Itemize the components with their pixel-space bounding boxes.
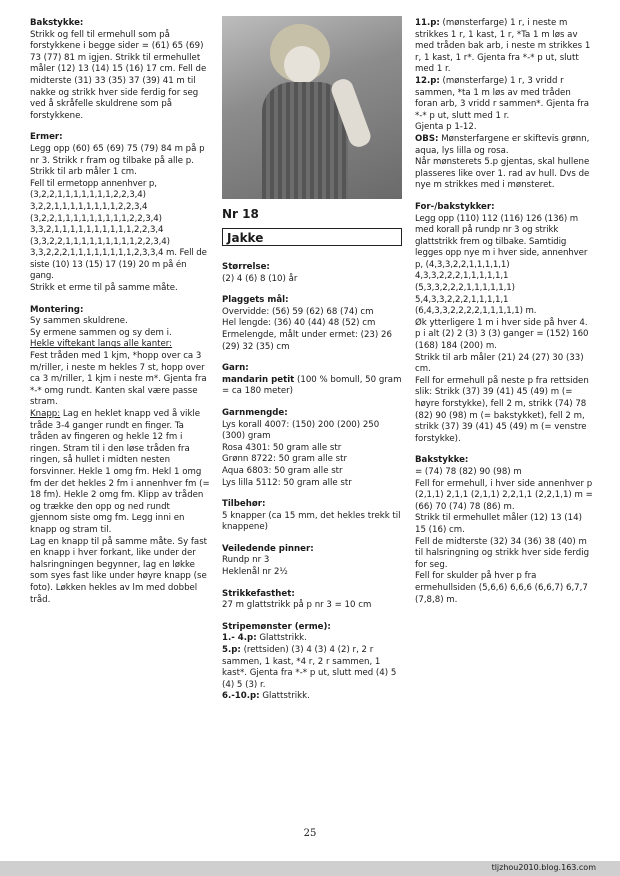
obs-text: Mønsterfargene er skiftevis grønn, aqua, lys lilla og rosa.	[415, 133, 590, 156]
stripe-row-6-text: Glattstrikk.	[259, 691, 310, 702]
garnmengde-4: Aqua 6803: 50 gram alle str	[222, 465, 343, 476]
column-right	[415, 18, 595, 606]
viftekant-heading: Hekle viftekant langs alle kanter:	[30, 339, 173, 350]
mal-text-3: Ermelengde, målt under ermet: (23) 26 (29) 32 (35) cm	[222, 329, 392, 352]
stripe-row-6-label: 6.-10.p:	[222, 691, 260, 702]
montering-heading: Montering:	[30, 304, 84, 315]
mal-text-1: Overvidde: (56) 59 (62) 68 (74) cm	[222, 306, 374, 317]
garnmengde-3: Grønn 8722: 50 gram alle str	[222, 454, 348, 465]
garn-heading: Garn:	[222, 363, 249, 374]
bakstykke-text: Strikk og fell til ermehull som på forstykkene i begge sider = (61) 65 (69) 73 (77) 81 m igjen. Strikk til ermehullet måler (12) 13 (14) 15 (16) 17 cm. Fell de midterste (31) 33 (35) 37 (39) 41 m til nakke og strikk hver side ferdig for seg ved å skråfelle skuldrene som på forstykkene.	[30, 29, 207, 121]
forbak-heading: For-/bakstykker:	[415, 201, 495, 212]
storrelse-text: (2) 4 (6) 8 (10) år	[222, 273, 298, 284]
bak-text-2: Fell for ermehull, i hver side annenhver p (2,1,1) 2,1,1 (2,1,1) 2,2,1,1 (2,2,1,1) m = (66) 70 (74) 78 (86) m.	[415, 478, 593, 512]
row-11-label: 11.p:	[415, 18, 440, 28]
page-number: 25	[303, 828, 317, 839]
montering-text-1: Sy sammen skuldrene.	[30, 316, 128, 327]
ermer-heading: Ermer:	[30, 132, 63, 143]
row-12-text: (mønsterfarge) 1 r, 3 vridd r sammen, *ta 1 m løs av med tråden foran arb, 3 vridd r sammen*. Gjenta fra *-* p ut, slutt med 1 r.	[415, 75, 590, 121]
row-11-text: (mønsterfarge) 1 r, i neste m strikkes 1 r, 1 kast, 1 r, *Ta 1 m løs av med tråden bak arb, i neste m strikkes 1 r, 1 kast, 1 r*. Gjenta fra *-* p ut, slutt med 1 r.	[415, 18, 591, 75]
forbak-text-4: Fell for ermehull på neste p fra rettsiden slik: Strikk (37) 39 (41) 45 (49) m (= høyre forstykke), fell 2 m, strikk (74) 78 (82) 90 (98) m (= bakstykket), fell 2 m, strikk (37) 39 (41) 45 (49) m (= venstre forstykke).	[415, 375, 589, 444]
pattern-number: Nr 18	[222, 207, 259, 221]
tilbehor-text: 5 knapper (ca 15 mm, det hekles trekk til knappene)	[222, 510, 401, 533]
footer-watermark: tljzhou2010.blog.163.com	[491, 863, 596, 872]
bak-text-3: Strikk til ermehullet måler (12) 13 (14) 15 (16) cm.	[415, 513, 582, 535]
row-12-label: 12.p:	[415, 75, 440, 86]
garnmengde-1: Lys korall 4007: (150) 200 (200) 250 (300) gram	[222, 419, 380, 442]
column-middle	[222, 262, 402, 703]
bak-text-5: Fell for skulder på hver p fra ermehullsiden (5,6,6) 6,6,6 (6,6,7) 6,7,7 (7,8,8) m.	[415, 571, 588, 605]
footer-bar	[0, 861, 620, 876]
forbak-text-1: Legg opp (110) 112 (116) 126 (136) m med korall på rundp nr 3 og strikk glattstrikk frem og tilbake. Samtidig legges opp nye m i hver side, annenhver p, (4,3,3,2,2,1,1,1,1,1) 4,3,3,2,2,2,1,1,1,1,1,1 (5,3,3,2,2,2,1,1,1,1,1,1) 5,4,3,3,2,2,2,1,1,1,1,1 (6,4,3,3,2,2,2,2,1,1,1,1,1) m.	[415, 213, 588, 317]
bak-text-1: = (74) 78 (82) 90 (98) m	[415, 466, 522, 477]
bak-heading: Bakstykke:	[415, 455, 469, 466]
garn-name: mandarin petit	[222, 374, 295, 385]
pattern-title: Jakke	[222, 228, 402, 246]
forbak-text-2: Øk ytterligere 1 m i hver side på hver 4. p i alt (2) 2 (3) 3 (3) ganger = (152) 160 (168) 184 (200) m.	[415, 317, 589, 352]
knapp-text-2: Lag en knapp til på samme måte. Sy fast en knapp i hver forkant, like under der halsringningen begynner, lag en løkke som syes fast like under høyre knapp (se foto). Løkken hekles av lm med dobbel tråd.	[30, 536, 208, 605]
obs-text-2: Når mønsterets 5.p gjentas, skal hullene plasseres like over 1. rad av hull. Dvs de nye m strikkes med i mønsteret.	[415, 157, 590, 191]
montering-text-2: Sy ermene sammen og sy dem i.	[30, 327, 172, 338]
knapp-text: Lag en heklet knapp ved å vikle tråde 3-4 ganger rundt en finger. Ta tråden av fingeren og hekle 12 fm i ringen. Stram til i den løse tråden fra ringen, så hullet i midten nesten forsvinner. Hekle 1 omg fm. Hekl 1 omg fm der det hekles 2 fm i annenhver fm (= 18 fm). Hekle 2 omg fm. Klipp av tråden og trække den opp og ned rundt gjennom siste omg fm. Legg inni en knapp og stram til.	[30, 409, 210, 535]
forbak-text-3: Strikk til arb måler (21) 24 (27) 30 (33) cm.	[415, 352, 584, 375]
stripe-row-1-label: 1.- 4.p:	[222, 633, 257, 644]
bakstykke-heading: Bakstykke:	[30, 18, 84, 28]
garnmengde-2: Rosa 4301: 50 gram alle str	[222, 442, 342, 453]
fasthet-heading: Strikkefasthet:	[222, 588, 295, 599]
garn-text: (100 % bomull, 50 gram = ca 180 meter)	[222, 374, 402, 397]
obs-label: OBS:	[415, 133, 439, 144]
tilbehor-heading: Tilbehør:	[222, 499, 266, 510]
stripe-heading: Stripemønster (erme):	[222, 621, 331, 632]
ermer-text-1: Legg opp (60) 65 (69) 75 (79) 84 m på p nr 3. Strikk r fram og tilbake på alle p. Strikk til arb måler 1 cm.	[30, 143, 205, 178]
photo-face	[284, 46, 320, 84]
storrelse-heading: Størrelse:	[222, 262, 270, 272]
stripe-row-5-text: (rettsiden) (3) 4 (3) 4 (2) r, 2 r sammen, 1 kast, *4 r, 2 r sammen, 1 kast*. Gjenta fra *-* p ut, slutt med (4) 5 (4) 5 (3) r.	[222, 645, 397, 690]
pinner-heading: Veiledende pinner:	[222, 543, 314, 554]
child-photo	[222, 16, 402, 199]
ermer-text-2: Fell til ermetopp annenhver p, (3,2,2,1,1,1,1,1,1,1,2,2,3,4) 3,2,2,1,1,1,1,1,1,1,1,2,2,3,4 (3,2,2,1,1,1,1,1,1,1,1,1,2,2,3,4) 3,3,2,1,1,1,1,1,1,1,1,1,1,2,2,3,4 (3,3,2,2,1,1,1,1,1,1,1,1,1,2,2,3,4) 3,3,2,2,2,1,1,1,1,1,1,1,1,2,3,3,4 m. Fell de siste (10) 13 (15) 17 (19) 20 m på én gang.	[30, 178, 207, 282]
repeat-text: Gjenta p 1-12.	[415, 122, 477, 133]
viftekant-text: Fest tråden med 1 kjm, *hopp over ca 3 m/riller, i neste m hekles 7 st, hopp over ca 3 m/riller, 1 kjm i neste m*. Gjenta fra *-* omg rundt. Kanten skal være passe stram.	[30, 351, 207, 408]
pinner-text-1: Rundp nr 3	[222, 555, 270, 566]
mal-text-2: Hel lengde: (36) 40 (44) 48 (52) cm	[222, 318, 376, 329]
stripe-row-5-label: 5.p:	[222, 645, 241, 656]
pinner-text-2: Heklenål nr 2½	[222, 567, 288, 578]
fasthet-text: 27 m glattstrikk på p nr 3 = 10 cm	[222, 600, 372, 611]
knapp-heading: Knapp:	[30, 409, 61, 419]
stripe-row-1-text: Glattstrikk.	[256, 633, 307, 644]
mal-heading: Plaggets mål:	[222, 295, 289, 306]
bak-text-4: Fell de midterste (32) 34 (36) 38 (40) m til halsringning og strikk hver side ferdig for seg.	[415, 536, 590, 570]
garnmengde-heading: Garnmengde:	[222, 407, 288, 418]
garnmengde-5: Lys lilla 5112: 50 gram alle str	[222, 477, 352, 488]
ermer-text-3: Strikk et erme til på samme måte.	[30, 283, 178, 294]
column-left	[30, 18, 210, 606]
